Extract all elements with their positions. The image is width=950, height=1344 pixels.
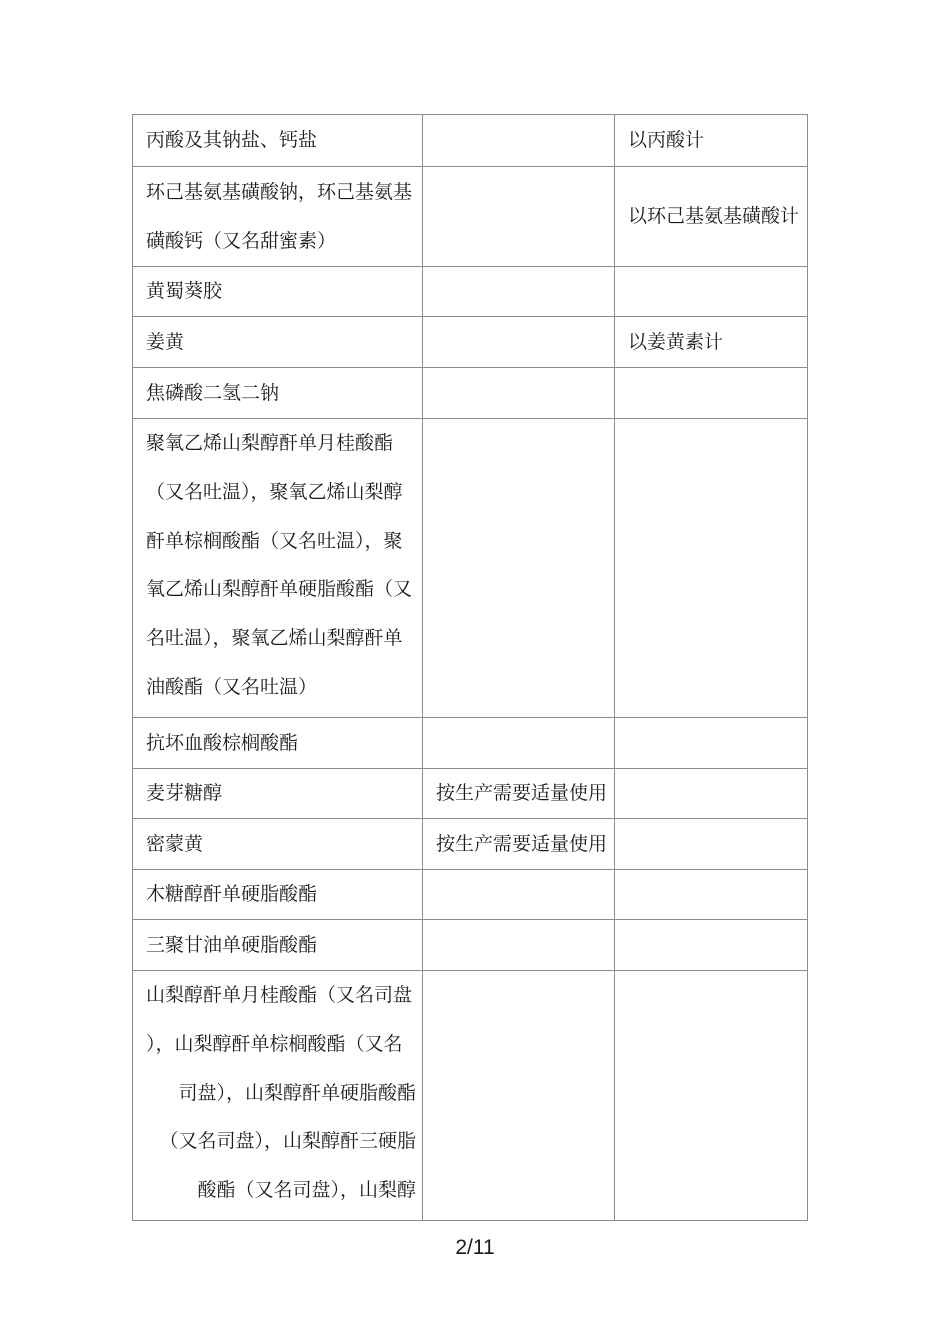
additive-name-cell [133, 368, 423, 419]
table-row [133, 769, 808, 819]
additive-name-cell [133, 819, 423, 870]
additive-name-line: 黄蜀葵胶 [146, 280, 223, 302]
usage-cell [423, 419, 615, 718]
table-row [133, 819, 808, 870]
table-row [133, 870, 808, 920]
additive-name-cell [133, 971, 423, 1221]
additive-name-line: 密蒙黄 [146, 832, 204, 855]
additive-name-line: 丙酸及其钠盐、钙盐 [146, 129, 318, 151]
usage-cell [423, 971, 615, 1221]
additive-name-cell [133, 920, 423, 971]
usage-cell [423, 718, 615, 769]
table-row [133, 115, 808, 167]
usage-cell [423, 368, 615, 419]
note-cell: 以丙酸计 [615, 115, 808, 167]
note-cell [615, 419, 808, 718]
usage-cell: 按生产需要适量使用 [423, 769, 615, 819]
page-number: 2/11 [455, 1236, 495, 1259]
additive-name-cell [133, 167, 423, 267]
additive-name-line: 磺酸钙（又名甜蜜素） [146, 229, 337, 252]
additive-name-line: 木糖醇酐单硬脂酸酯 [146, 883, 318, 905]
additive-name-line: （又名吐温），聚氧乙烯山梨醇 [146, 480, 403, 503]
additive-name-line: （又名司盘），山梨醇酐三硬脂 [159, 1130, 416, 1153]
additive-name-cell [133, 317, 423, 368]
table-row [133, 920, 808, 971]
additive-name-cell [133, 769, 423, 819]
usage-cell [423, 920, 615, 971]
note-cell: 以姜黄素计 [615, 317, 808, 368]
note-cell [615, 870, 808, 920]
additive-name-cell [133, 870, 423, 920]
additive-name-line: 姜黄 [146, 330, 185, 353]
note-cell: 以环己基氨基磺酸计 [615, 167, 808, 267]
additive-name-cell [133, 115, 423, 167]
additive-name-line: 三聚甘油单硬脂酸酯 [146, 933, 318, 956]
additive-name-cell [133, 718, 423, 769]
additive-name-line: 环己基氨基磺酸钠，环己基氨基 [146, 180, 413, 203]
note-cell [615, 769, 808, 819]
additive-name-line: 油酸酯（又名吐温） [146, 675, 318, 698]
usage-cell [423, 870, 615, 920]
note-cell [615, 718, 808, 769]
table-body [133, 115, 808, 1221]
additive-name-line: 氧乙烯山梨醇酐单硬脂酸酯（又 [146, 578, 413, 601]
additive-name-line: 山梨醇酐单月桂酸酯（又名司盘 [146, 984, 413, 1006]
additive-name-cell [133, 267, 423, 317]
additive-name-line: 名吐温），聚氧乙烯山梨醇酐单 [146, 627, 403, 650]
note-cell [615, 819, 808, 870]
additive-name-line: 抗坏血酸棕榈酸酯 [146, 731, 299, 754]
note-cell [615, 920, 808, 971]
note-cell [615, 971, 808, 1221]
table-row [133, 267, 808, 317]
table-row [133, 971, 808, 1221]
note-cell [615, 267, 808, 317]
additive-name-line: ），山梨醇酐单棕榈酸酯（又名 [146, 1032, 403, 1055]
usage-cell [423, 267, 615, 317]
additive-name-line: 麦芽糖醇 [146, 782, 223, 804]
additive-name-line: 酐单棕榈酸酯（又名吐温），聚 [146, 529, 403, 552]
additive-name-line: 司盘），山梨醇酐单硬脂酸酯 [178, 1081, 416, 1104]
usage-cell: 按生产需要适量使用 [423, 819, 615, 870]
table-row [133, 419, 808, 718]
additive-name-cell [133, 419, 423, 718]
additive-name-line: 焦磷酸二氢二钠 [146, 381, 280, 404]
table-row [133, 167, 808, 267]
additive-name-line: 聚氧乙烯山梨醇酐单月桂酸酯 [146, 432, 394, 454]
additives-table [132, 114, 808, 1221]
usage-cell [423, 115, 615, 167]
note-cell [615, 368, 808, 419]
table-row [133, 317, 808, 368]
table-row [133, 718, 808, 769]
usage-cell [423, 317, 615, 368]
usage-cell [423, 167, 615, 267]
table-row [133, 368, 808, 419]
additive-name-line: 酸酯（又名司盘），山梨醇 [197, 1179, 416, 1202]
